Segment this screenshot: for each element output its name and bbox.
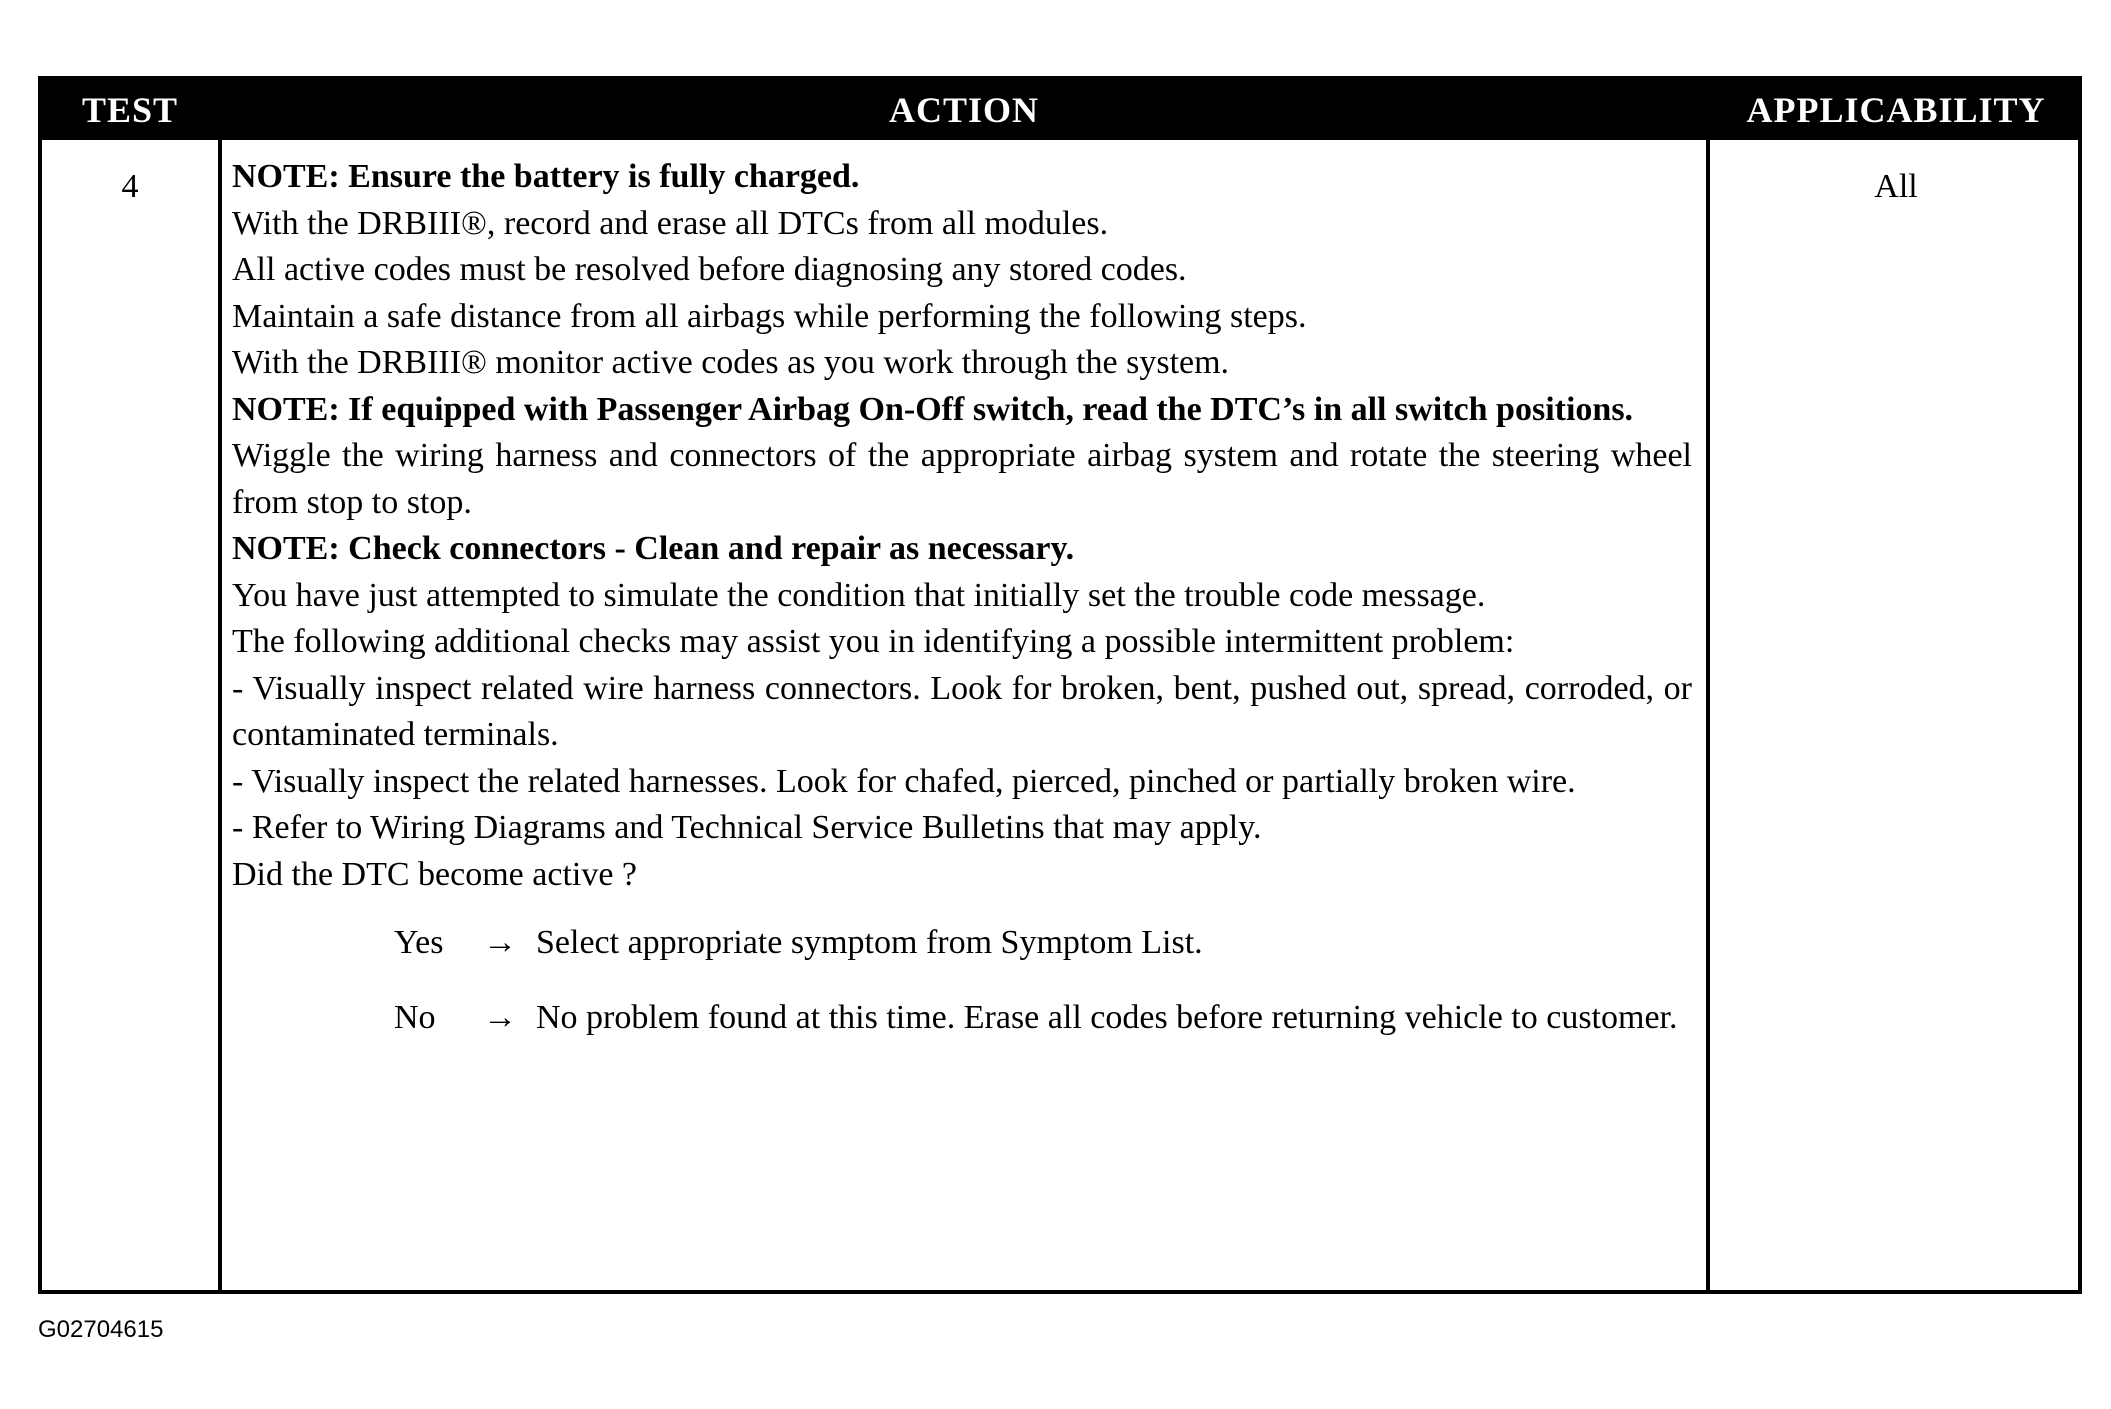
action-line: With the DRBIII® monitor active codes as you work through the system. — [232, 344, 1230, 381]
answer-label: Yes — [394, 924, 444, 961]
header-applicability: APPLICABILITY — [1746, 90, 2046, 130]
action-line: The following additional checks may assist you in identifying a possible intermittent problem: — [232, 623, 1515, 660]
action-line: Wiggle the wiring harness and connectors of the appropriate airbag system and rotate the steering wheel from stop to stop. — [232, 437, 1692, 521]
note-battery: NOTE: Ensure the battery is fully charged. — [232, 158, 860, 195]
header-action: ACTION — [888, 90, 1040, 130]
column-divider — [1706, 140, 1710, 1290]
action-line: You have just attempted to simulate the condition that initially set the trouble code message. — [232, 576, 1486, 614]
test-number: 4 — [121, 168, 139, 205]
header-test: TEST — [81, 90, 179, 130]
diagnostic-table — [38, 76, 2082, 1294]
column-divider — [218, 140, 222, 1290]
check-item: - Visually inspect the related harnesses. Look for chafed, pierced, pinched or partially broken wire. — [232, 762, 1576, 800]
note-passenger-airbag: NOTE: If equipped with Passenger Airbag On-Off switch, read the DTC’s in all switch positions. — [232, 390, 1634, 428]
arrow-right-icon: → — [483, 998, 517, 1036]
answer-list — [232, 920, 1692, 1041]
figure-id: G02704615 — [38, 1316, 164, 1343]
table-header — [42, 80, 2078, 140]
action-line: Maintain a safe distance from all airbags while performing the following steps. — [232, 297, 1307, 335]
action-cell — [232, 154, 1692, 1069]
arrow-right-icon: → — [483, 924, 517, 961]
action-line: All active codes must be resolved before diagnosing any stored codes. — [232, 251, 1187, 288]
action-line: With the DRBIII®, record and erase all DTCs from all modules. — [232, 204, 1109, 242]
answer-text: Select appropriate symptom from Symptom List. — [536, 924, 1203, 961]
answer-no — [232, 995, 1692, 1042]
check-item: - Refer to Wiring Diagrams and Technical Service Bulletins that may apply. — [232, 809, 1262, 846]
answer-yes — [232, 920, 1692, 967]
answer-label: No — [394, 998, 436, 1036]
check-item: - Visually inspect related wire harness connectors. Look for broken, bent, pushed out, spread, corroded, or contaminated terminals. — [232, 669, 1692, 753]
answer-text: No problem found at this time. Erase all codes before returning vehicle to customer. — [536, 998, 1678, 1036]
question: Did the DTC become active ? — [232, 855, 638, 893]
note-check-connectors: NOTE: Check connectors - Clean and repair as necessary. — [232, 530, 1075, 567]
applicability-value: All — [1874, 168, 1918, 205]
